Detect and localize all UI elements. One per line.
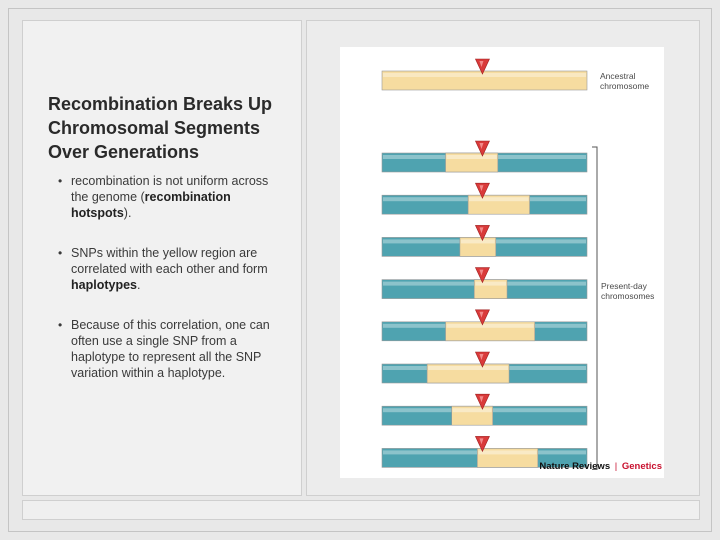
segment-sheen bbox=[447, 155, 497, 159]
bullet-text: ). bbox=[123, 206, 132, 220]
segment-sheen bbox=[453, 408, 492, 412]
segment-sheen bbox=[475, 282, 506, 286]
figure-credit bbox=[539, 461, 662, 472]
bullet-text: Because of this correlation, one can often use a single SNP from a haplotype to represent all the SNP variation within a haplotype. bbox=[71, 318, 270, 380]
bullet-text: SNPs within the yellow region are correlated with each other and form bbox=[71, 246, 268, 276]
footer-bar bbox=[22, 500, 700, 520]
haplotype-figure bbox=[340, 47, 664, 478]
bullet-marker: • bbox=[58, 318, 63, 332]
bullet-item bbox=[48, 245, 288, 293]
credit-journal: Genetics bbox=[621, 461, 662, 472]
segment-sheen bbox=[447, 324, 534, 328]
bullet-emphasis: haplotypes bbox=[71, 278, 137, 292]
slide-title: Recombination Breaks Up Chromosomal Segments Over Generations bbox=[48, 94, 273, 162]
segment-sheen bbox=[469, 197, 528, 201]
bullet-marker: • bbox=[58, 174, 63, 188]
bullet-marker: • bbox=[58, 246, 63, 260]
segment-sheen bbox=[478, 450, 536, 454]
credit-publisher: Nature Reviews bbox=[539, 461, 611, 472]
present-day-bracket bbox=[592, 147, 597, 469]
bullet-item bbox=[48, 173, 288, 221]
bar-sheen bbox=[383, 73, 586, 77]
bullet-emphasis: recombination hotspots bbox=[71, 190, 231, 220]
present-day-chromosomes-label: Present-day chromosomes bbox=[601, 281, 655, 301]
ancestral-chromosome-label: Ancestral chromosome bbox=[600, 71, 650, 91]
chromosome-diagram bbox=[340, 47, 664, 478]
segment-sheen bbox=[461, 239, 495, 243]
credit-separator: | bbox=[614, 461, 618, 472]
bullet-item bbox=[48, 317, 288, 381]
bullet-text: . bbox=[137, 278, 141, 292]
segment-sheen bbox=[428, 366, 508, 370]
bullet-text: recombination is not uniform across the genome ( bbox=[71, 174, 269, 204]
bullet-list bbox=[48, 173, 288, 405]
